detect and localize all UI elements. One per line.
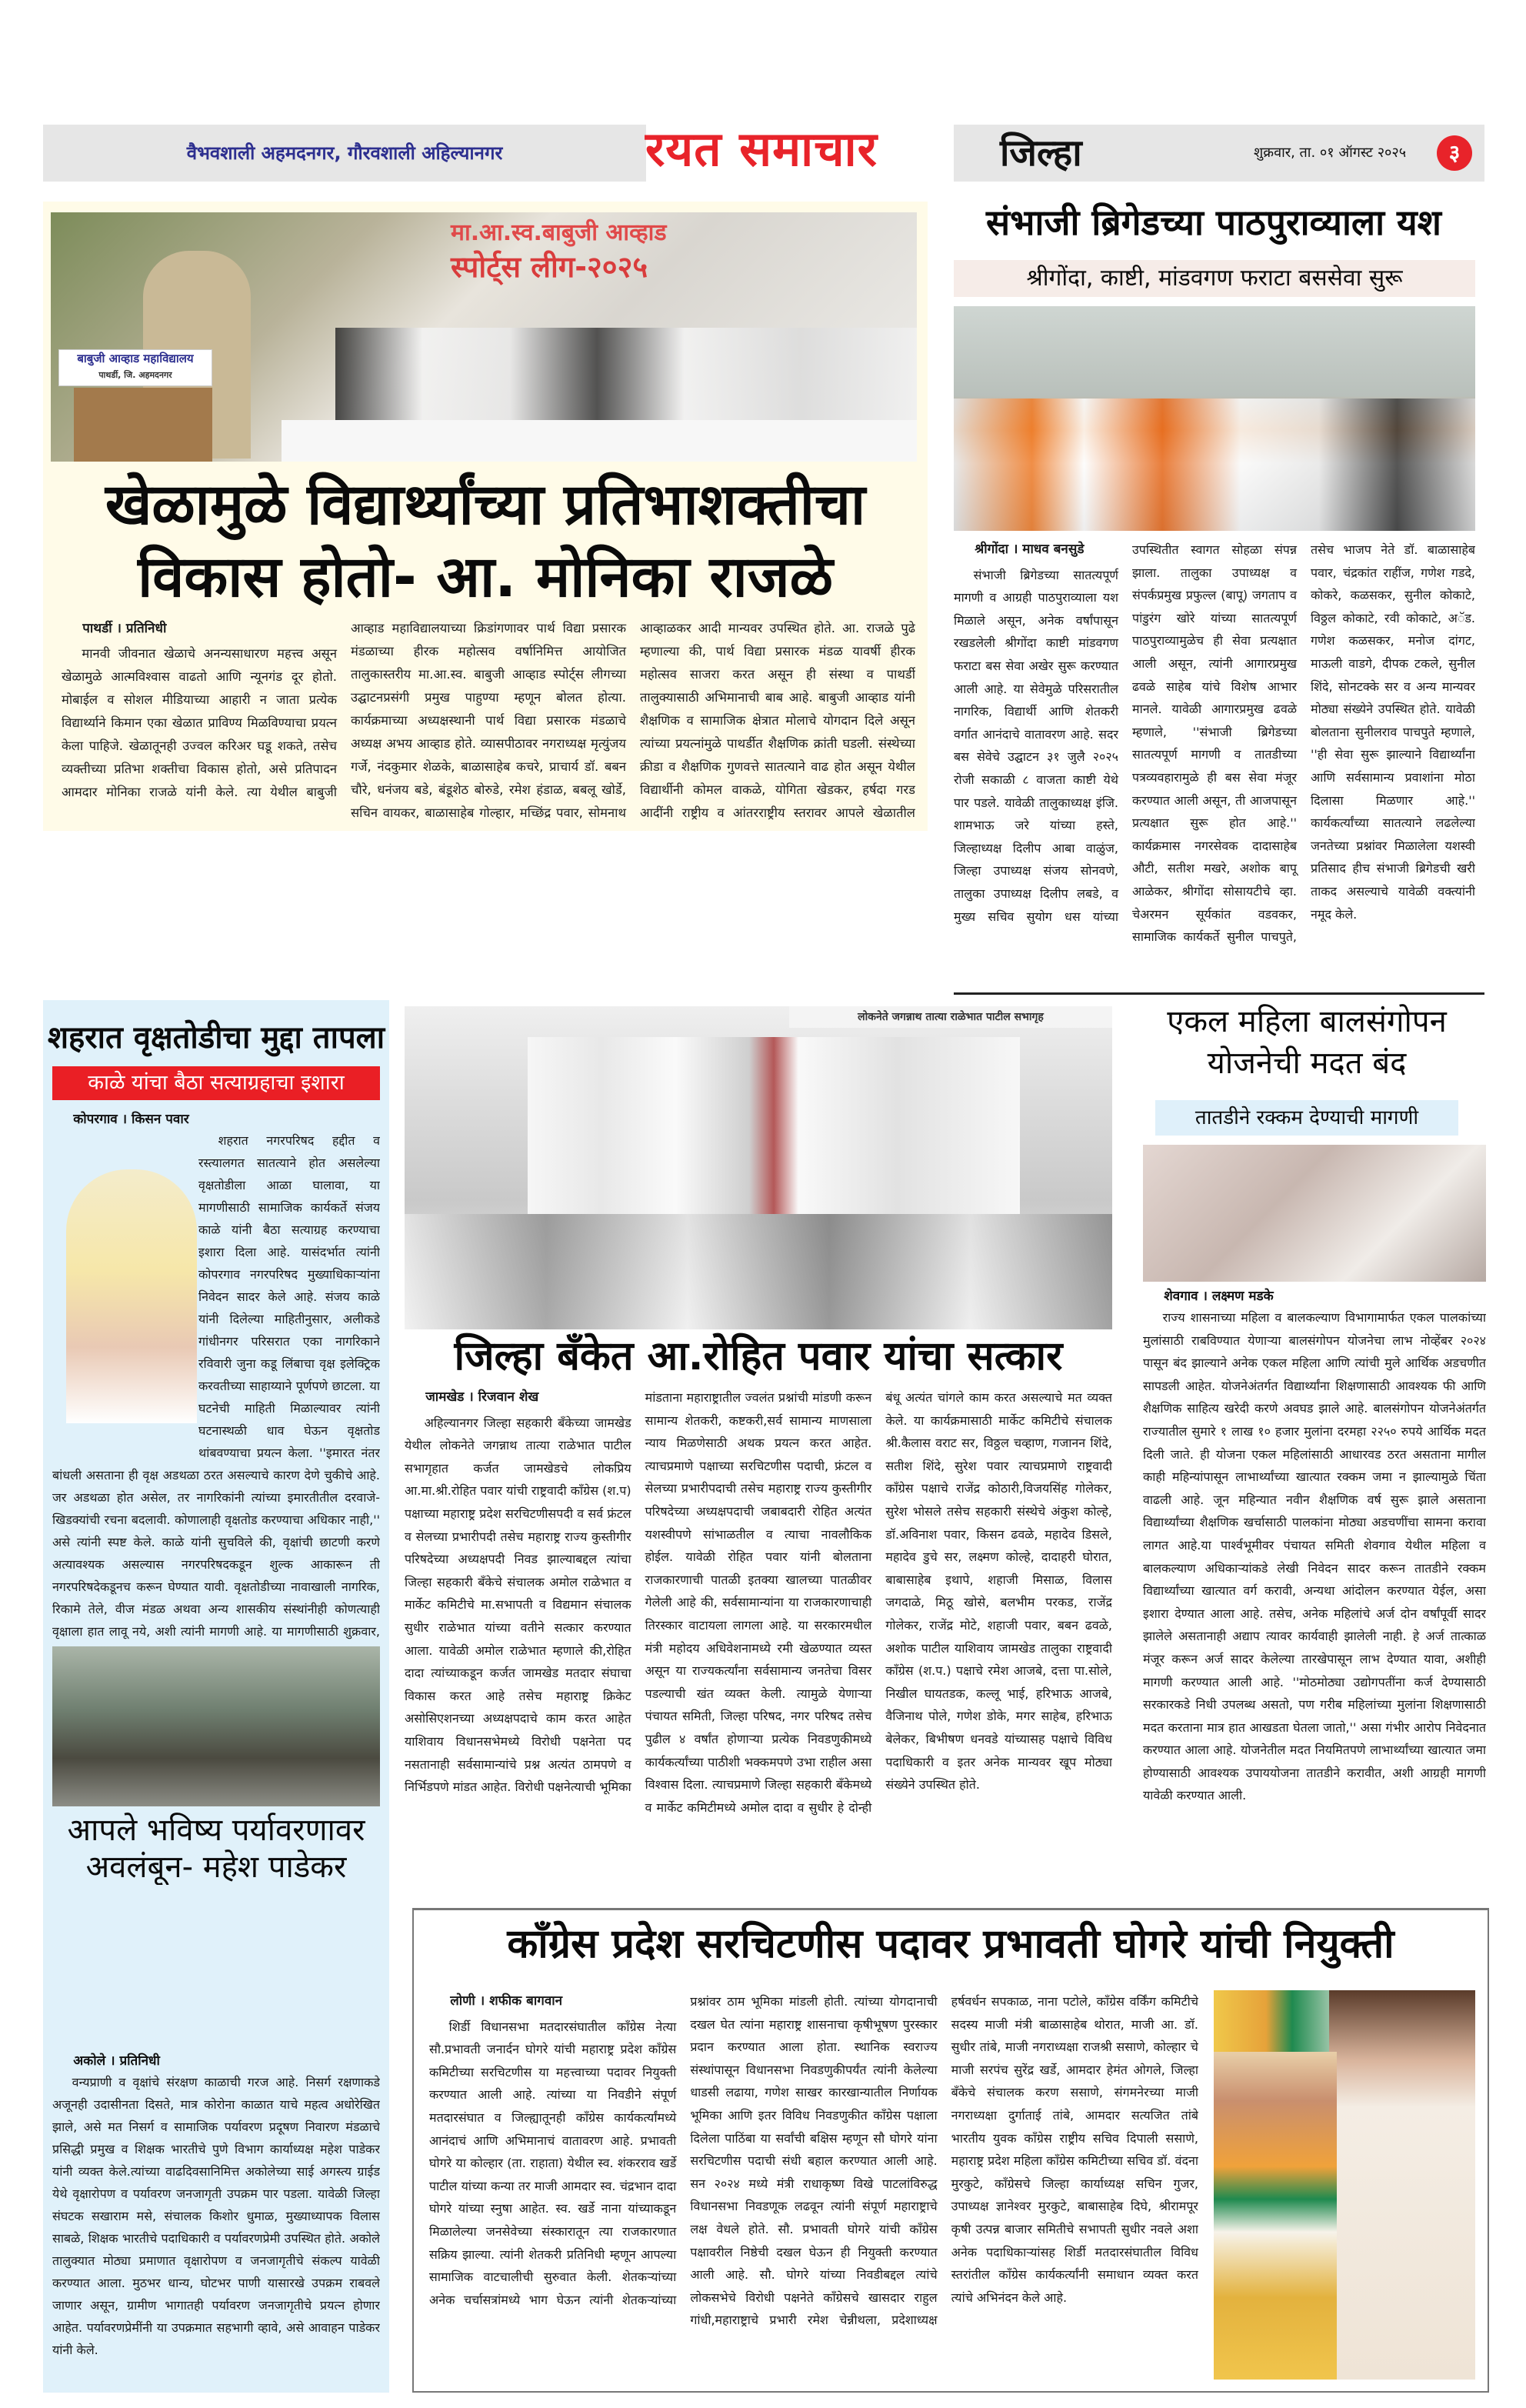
photo-person-left bbox=[1214, 2052, 1337, 2380]
section-name: जिल्हा bbox=[1000, 132, 1082, 175]
felicitation-photo bbox=[405, 1006, 1112, 1329]
sports-event-photo bbox=[51, 212, 917, 462]
tree-body bbox=[52, 1109, 380, 1640]
bus-subheadline: श्रीगोंदा, काष्टी, मांडवगण फराटा बससेवा सुरू bbox=[1026, 265, 1403, 292]
sports-headline-line1: खेळामुळे विद्यार्थ्यांच्या प्रतिभाशक्तीचा bbox=[105, 472, 866, 538]
sports-league-banner-line1: मा.आ.स्व.बाबुजी आव्हाड bbox=[451, 219, 667, 246]
childcare-subheadline-band bbox=[1155, 1100, 1458, 1136]
podium-label-sub: पाथर्डी, जि. अहमदनगर bbox=[98, 370, 172, 380]
bus-headline: संभाजी ब्रिगेडच्या पाठपुराव्याला यश bbox=[986, 202, 1441, 243]
sports-byline: पाथर्डी । प्रतिनिधी bbox=[82, 621, 167, 636]
sports-league-banner-line2: स्पोर्ट्स लीग-२०२५ bbox=[451, 250, 648, 284]
sports-headline-line2: विकास होतो- आ. मोनिका राजळे bbox=[138, 544, 833, 610]
table-cloth bbox=[282, 420, 917, 462]
bus-inauguration-photo bbox=[954, 306, 1475, 531]
environment-byline: अकोले । प्रतिनिधी bbox=[73, 2053, 160, 2069]
congress-headline: काँग्रेस प्रदेश सरचिटणीस पदावर प्रभावती घोगरे यांची नियुक्ती bbox=[507, 1921, 1394, 1967]
environment-body bbox=[52, 2051, 380, 2390]
article-congress-appointment bbox=[412, 1908, 1489, 2393]
hall-name-board: लोकनेते जगन्नाथ तात्या राळेभात पाटील सभागृह bbox=[789, 1006, 1112, 1028]
tree-subheadline: काळे यांचा बैठा सत्याग्रहाचा इशारा bbox=[88, 1071, 345, 1095]
childcare-headline-line2: योजनेची मदत बंद bbox=[1207, 1046, 1407, 1081]
childcare-body-text: राज्य शासनाच्या महिला व बालकल्याण विभागामार्फत एकल पालकांच्या मुलांसाठी राबविण्यात येणाऱ्या बालसंगोपन योजनेचा लाभ नोव्हेंबर २०२४ पासून बंद झाल्याने अनेक एकल महिला आणि त्यांची मुले आर्थिक अडचणीत सापडली आहेत. योजनेअंतर्गत विद्यार्थ्यांना शिक्षणासाठी आवश्यक फी आणि शैक्षणिक साहित्य खरेदी करणे अवघड झाले आहे. बालसंगोपन योजनेअंतर्गत राज्यातील सुमारे १ लाख १० हजार मुलांना दरमहा २२५० रुपये आर्थिक मदत दिली जाते. ही योजना एकल महिलांसाठी आधारवड ठरत असताना मागील काही महिन्यांपासून लाभार्थ्यांच्या खात्यात रक्कम जमा न झाल्यामुळे चिंता वाढली आहे. जून महिन्यात नवीन शैक्षणिक वर्ष सुरू झाले असताना विद्यार्थ्यांच्या शैक्षणिक खर्चासाठी पालकांना मोठ्या अडचणींचा सामना करावा लागत आहे.या पार्श्वभूमीवर पंचायत समिती शेवगाव येथील महिला व बालकल्याण अधिकाऱ्यांकडे लेखी निवेदन सादर करून तातडीने रक्कम विद्यार्थ्यांच्या खात्यात वर्ग करावी, अन्यथा आंदोलन करण्यात येईल, असा इशारा देण्यात आला आहे. तसेच, अनेक महिलांचे अर्ज दोन वर्षांपूर्वी सादर झालेले असतानाही अद्याप त्यावर कार्यवाही झालेली नाही. हे अर्ज तात्काळ मंजूर करून अर्ज सादर केलेल्या तारखेपासून लाभ देण्यात यावा, अशीही मागणी करण्यात आली आहे. ''मोठमोठ्या उद्योगपतींना कर्ज देण्यासाठी सरकारकडे निधी उपलब्ध असतो, पण गरीब महिलांच्या मुलांना शिक्षणासाठी मदत करताना मात्र हात आखडता घेतला जातो,'' असा गंभीर आरोप निवेदनात करण्यात आला आहे. योजनेतील मदत नियमितपणे लाभार्थ्यांच्या खात्यात जमा होण्यासाठी आवश्यक उपाययोजना तातडीने करावीत, अशी आग्रही मागणी यावेळी करण्यात आली. bbox=[1143, 1310, 1486, 1803]
article-childcare-scheme bbox=[1128, 1000, 1486, 1885]
childcare-headline-line1: एकल महिला बालसंगोपन bbox=[1167, 1004, 1447, 1039]
masthead-title: रयत समाचार bbox=[645, 121, 878, 177]
photo-person-right bbox=[1329, 1990, 1475, 2380]
tree-subheadline-band bbox=[52, 1066, 380, 1100]
podium-label-title: बाबुजी आव्हाड महाविद्यालय bbox=[77, 352, 194, 365]
article-sports bbox=[43, 202, 928, 831]
tree-headline: शहरात वृक्षतोडीचा मुद्दा तापला bbox=[47, 1020, 385, 1056]
bus-body-text: संभाजी ब्रिगेडच्या सातत्यपूर्ण मागणी व आग्रही पाठपुराव्याला यश मिळाले असून, अनेक वर्षांपासून रखडलेली श्रीगोंदा काष्टी मांडवगण फराटा बस सेवा अखेर सुरू करण्यात आली आहे. या सेवेमुळे परिसरातील नागरिक, विद्यार्थी आणि शेतकरी वर्गात आनंदाचे वातावरण आहे. सदर बस सेवेचे उद्घाटन ३१ जुलै २०२५ रोजी सकाळी ८ वाजता काष्टी येथे पार पडले. यावेळी तालुकाध्यक्ष इंजि. शामभाऊ जरे यांच्या हस्ते, जिल्हाध्यक्ष दिलीप आबा वाळुंज, जिल्हा उपाध्यक्ष संजय सोनवणे, तालुका उपाध्यक्ष दिलीप लबडे, व मुख्य सचिव सुयोग धस यांच्या उपस्थितीत स्वागत सोहळा संपन्न झाला. तालुका उपाध्यक्ष व संपर्कप्रमुख प्रफुल्ल (बापू) जगताप व पांडुरंग खोरे यांच्या सातत्यपूर्ण पाठपुराव्यामुळेच ही सेवा प्रत्यक्षात आली असून, त्यांनी आगारप्रमुख ढवळे साहेब यांचे विशेष आभार मानले. यावेळी आगारप्रमुख ढवळे म्हणाले, ''संभाजी ब्रिगेडच्या सातत्यपूर्ण मागणी व तातडीच्या पत्रव्यवहारामुळे ही बस सेवा मंजूर करण्यात आली असून, ती आजपासून प्रत्यक्षात सुरू होत आहे.'' कार्यक्रमास नगरसेवक दादासाहेब औटी, सतीश मखरे, अशोक बापू आळेकर, श्रीगोंदा सोसायटीचे व्हा. चेअरमन सूर्यकांत वडवकर, सामाजिक कार्यकर्ते सुनील पाचपुते, तसेच भाजप नेते डॉ. बाळासाहेब पवार, चंद्रकांत राहींज, गणेश गडदे, कोकरे, कळसकर, सुनील कोकाटे, विठ्ठल कोकाटे, रवी कोकाटे, अॅड. गणेश कळसकर, मनोज दांगट, माऊली वाडगे, दीपक टकले, सुनील शिंदे, सोनटक्के सर व अन्य मान्यवर मोठ्या संख्येने उपस्थित होते. यावेळी बोलताना सुनीलराव पाचपुते म्हणाले, ''ही सेवा सुरू झाल्याने विद्यार्थ्यांना आणि सर्वसामान्य प्रवाशांना मोठा दिलासा मिळणार आहे.'' कार्यकर्त्यांच्या सातत्याने लढलेल्या जनतेच्या प्रश्नांवर मिळालेला यशस्वी प्रतिसाद हीच संभाजी ब्रिगेडची खरी ताकद असल्याचे यावेळी वक्त्यांनी नमूद केले. bbox=[954, 542, 1475, 945]
podium bbox=[74, 388, 212, 462]
childcare-body bbox=[1143, 1286, 1486, 1879]
bank-body-text: अहिल्यानगर जिल्हा सहकारी बँकेच्या जामखेड येथील लोकनेते जगन्नाथ तात्या राळेभात पाटील सभागृहात कर्जत जामखेडचे लोकप्रिय आ.मा.श्री.रोहित पवार यांची राष्ट्रवादी काँग्रेस (श.प) पक्षाच्या महाराष्ट्र प्रदेश सरचिटणीसपदी व सर्व फ्रंटल व सेलच्या प्रभारीपदी तसेच महाराष्ट्र राज्य कुस्तीगीर परिषदेच्या अध्यक्षपदी निवड झाल्याबद्दल त्यांचा जिल्हा सहकारी बँकेचे संचालक अमोल राळेभात व मार्केट कमिटीचे मा.सभापती व विद्यमान संचालक सुधीर राळेभात यांच्या वतीने सत्कार करण्यात आला. यावेळी अमोल राळेभात म्हणाले की,रोहित दादा त्यांच्याकडून कर्जत जामखेड मतदार संघाचा विकास करत आहे तसेच महाराष्ट्र क्रिकेट असोसिएशनच्या अध्यक्षपदाचे काम करत आहेत याशिवाय विधानसभेमध्ये विरोधी पक्षनेता पद नसतानाही सर्वसामान्यांचे प्रश्न अत्यंत ठामपणे व निर्भिडपणे मांडत आहेत. विरोधी पक्षनेत्याची भूमिका मांडताना महाराष्ट्रातील ज्वलंत प्रश्नांची मांडणी करून सामान्य शेतकरी, कष्टकरी,सर्व सामान्य माणसाला न्याय मिळणेसाठी अथक प्रयत्न करत आहेत. त्याचप्रमाणे पक्षाच्या सरचिटणीस पदाची, फ्रंटल व सेलच्या प्रभारीपदाची तसेच महाराष्ट्र राज्य कुस्तीगीर परिषदेच्या अध्यक्षपदाची जबाबदारी रोहित अत्यंत यशस्वीपणे सांभाळतील व त्याचा नावलौकिक होईल. यावेळी रोहित पवार यांनी बोलताना राजकारणाची पातळी इतक्या खालच्या पातळीवर गेलेली आहे की, सर्वसामान्यांना या राजकारणाचाही तिरस्कार वाटायला लागला आहे. या सरकारमधील मंत्री महोदय अधिवेशनामध्ये रमी खेळण्यात व्यस्त असून या राज्यकर्त्यांना सर्वसामान्य जनतेचा विसर पडल्याची खंत व्यक्त केली. त्यामुळे येणाऱ्या पंचायत समिती, जिल्हा परिषद, नगर परिषद तसेच पुढील ४ वर्षांत होणाऱ्या प्रत्येक निवडणुकीमध्ये कार्यकर्त्यांच्या पाठीशी भक्कमपणे उभा राहील असा विश्वास दिला. त्याचप्रमाणे जिल्हा सहकारी बँकेमध्ये व मार्केट कमिटीमध्ये अमोल दादा व सुधीर हे दोन्ही बंधू अत्यंत चांगले काम करत असल्याचे मत व्यक्त केले. या कार्यक्रमासाठी मार्केट कमिटीचे संचालक श्री.कैलास वराट सर, विठ्ठल चव्हाण, गजानन शिंदे, सतीश शिंदे, सुरेश पवार त्याचप्रमाणे राष्ट्रवादी काँग्रेस पक्षाचे राजेंद्र कोठारी,विजयसिंह गोलेकर, सुरेश भोसले तसेच सहकारी संस्थेचे अंकुश कोल्हे, डॉ.अविनाश पवार, किसन ढवळे, महादेव डिसले, महादेव डुचे सर, लक्ष्मण कोल्हे, दादाहरी घोरात, बाबासाहेब इथापे, शहाजी मिसाळ, विलास जगदाळे, मिठू खोसे, बलभीम परकड, राजेंद्र गोलेकर, राजेंद्र मोटे, शहाजी पवार, बबन ढवळे, अशोक पाटील याशिवाय जामखेड तालुका राष्ट्रवादी काँग्रेस (श.प.) पक्षाचे रमेश आजबे, दत्ता पा.सोले, निखील घायतडक, कल्लू भाई, हरिभाऊ आजबे, वैजिनाथ पोले, गणेश डोके, मगर साहेब, हरिभाऊ बेलेकर, बिभीषण धनवडे यांच्यासह पक्षाचे विविध पदाधिकारी व इतर अनेक मान्यवर खूप मोठ्या संख्येने उपस्थित होते. bbox=[405, 1390, 1112, 1815]
tree-body-text: शहरात नगरपरिषद हद्दीत व रस्त्यालगत सातत्याने होत असलेल्या वृक्षतोडीला आळा घालावा, या मागणीसाठी सामाजिक कार्यकर्ते संजय काळे यांनी बैठा सत्याग्रह करण्याचा इशारा दिला आहे. यासंदर्भात त्यांनी कोपरगाव नगरपरिषद मुख्याधिकाऱ्यांना निवेदन सादर केले आहे. संजय काळे यांनी दिलेल्या माहितीनुसार, अलीकडे गांधीनगर परिसरात एका नागरिकाने रविवारी जुना कडू लिंबाचा वृक्ष इलेक्ट्रिक करवतीच्या साहाय्याने पूर्णपणे छाटला. या घटनेची माहिती मिळाल्यावर त्यांनी घटनास्थळी धाव घेऊन वृक्षतोड थांबवण्याचा प्रयत्न केला. ''इमारत नंतर बांधली असताना ही वृक्ष अडथळा ठरत असल्याचे कारण देणे चुकीचे आहे. जर अडथळा होत असेल, तर नागरिकांनी त्यांच्या इमारतीतील दरवाजे-खिडक्यांची रचना बदलावी. कोणालाही वृक्षतोड करण्याचा अधिकार नाही,'' असे त्यांनी स्पष्ट केले. काळे यांनी सुचविले की, वृक्षांची छाटणी करणे अत्यावश्यक असल्यास नगरपरिषदकडून शुल्क आकारून ती नगरपरिषदेकडूनच करून घेण्यात यावी. वृक्षतोडीच्या नावाखाली नागरिक, रिकामे तेले, वीज मंडळ अथवा अन्य शासकीय संस्थांनीही कोणत्याही वृक्षाला हात लावू नये, अशी त्यांनी मागणी आहे. या मागणीसाठी शुक्रवार, bbox=[52, 1133, 380, 1639]
article-bank-felicitation bbox=[405, 1000, 1112, 1885]
childcare-subheadline: तातडीने रक्कम देण्याची मागणी bbox=[1194, 1106, 1419, 1129]
congress-body bbox=[429, 1990, 1198, 2387]
podium-label bbox=[58, 349, 212, 386]
congress-byline: लोणी । शफीक बागवान bbox=[450, 1993, 563, 2009]
environment-headline-line1: आपले भविष्य पर्यावरणावर bbox=[67, 1813, 365, 1848]
masthead-left bbox=[43, 125, 646, 182]
portrait-float bbox=[52, 1183, 198, 1460]
bank-body bbox=[405, 1386, 1112, 1879]
dignitaries-row bbox=[335, 328, 917, 420]
article-tree-cutting bbox=[43, 1000, 389, 1885]
sports-body-text: मानवी जीवनात खेळाचे अनन्यसाधारण महत्त्व असून खेळामुळे आत्मविश्वास वाढतो आणि न्यूनगंड दूर होतो. मोबाईल व सोशल मीडियाच्या आहारी न जाता प्रत्येक विद्यार्थ्याने किमान एका खेळात प्राविण्य मिळविण्याचा प्रयत्न केला पाहिजे. खेळातूनही उज्वल करिअर घडू शकते, तसेच व्यक्तीच्या प्रतिभा शक्तीचा विकास होतो, असे प्रतिपादन आमदार मोनिका राजळे यांनी केले. त्या येथील बाबुजी आव्हाड महाविद्यालयाच्या क्रिडांगणावर पार्थ विद्या प्रसारक मंडळाच्या हीरक महोत्सव वर्षानिमित्त आयोजित तालुकास्तरीय मा.आ.स्व. बाबुजी आव्हाड स्पोर्ट्स लीगच्या उद्घाटनप्रसंगी प्रमुख पाहुण्या म्हणून बोलत होत्या. कार्यक्रमाच्या अध्यक्षस्थानी पार्थ विद्या प्रसारक मंडळाचे अध्यक्ष अभय आव्हाड होते. व्यासपीठावर नगराध्यक्ष मृत्युंजय गर्जे, नंदकुमार शेळके, बाळासाहेब कचरे, प्राचार्य डॉ. बबन चौरे, धनंजय बडे, बंडूशेठ बोरुडे, रमेश हंडाळ, बबलू खोर्डे, सचिन वायकर, बाळासाहेब गोल्हार, मच्छिंद्र पवार, सोमनाथ आव्हाळकर आदी मान्यवर उपस्थित होते. आ. राजळे पुढे म्हणाल्या की, पार्थ विद्या प्रसारक मंडळ यावर्षी हीरक महोत्सव साजरा करत असून ही संस्था व पाथर्डी तालुक्यासाठी अभिमानाची बाब आहे. बाबुजी आव्हाड यांनी शैक्षणिक व सामाजिक क्षेत्रात मोलाचे योगदान दिले असून त्यांच्या प्रयत्नांमुळे पाथर्डीत शैक्षणिक क्रांती घडली. संस्थेच्या क्रीडा व शैक्षणिक गुणवत्ते सातत्याने वाढ होत असून येथील विद्यार्थीनी कोमल वाकळे, योगिता खेडकर, हर्षदा गरड आदींनी राष्ट्रीय व आंतरराष्ट्रीय स्तरावर आपले खेळातील bbox=[62, 621, 915, 820]
childcare-memorandum-photo bbox=[1143, 1145, 1486, 1282]
environment-headline-line2: अवलंबून- महेश पाडेकर bbox=[85, 1849, 347, 1885]
tree-byline: कोपरगाव । किसन पवार bbox=[73, 1112, 189, 1127]
bus-crowd bbox=[954, 399, 1475, 531]
prabhavati-ghogre-photo bbox=[1214, 1990, 1475, 2380]
bank-byline: जामखेड । रिजवान शेख bbox=[425, 1389, 539, 1405]
bus-body bbox=[954, 539, 1475, 991]
issue-date: शुक्रवार, ता. ०१ ऑगस्ट २०२५ bbox=[1254, 145, 1407, 161]
divider-right-column bbox=[954, 992, 1484, 995]
bus-byline: श्रीगोंदा । माधव बनसुडे bbox=[975, 542, 1085, 557]
masthead-right bbox=[954, 125, 1484, 182]
sports-body bbox=[62, 617, 915, 825]
childcare-byline: शेवगाव । लक्ष्मण मडके bbox=[1164, 1289, 1274, 1304]
tree-planting-photo bbox=[52, 1646, 380, 1806]
bank-headline: जिल्हा बँकेत आ.रोहित पवार यांचा सत्कार bbox=[454, 1333, 1063, 1379]
environment-body-text: वन्यप्राणी व वृक्षांचे संरक्षण काळाची गरज आहे. निसर्ग रक्षणाकडे अजूनही उदासीनता दिसते, मात्र कोरोना काळात याचे महत्व अधोरेखित झाले, असे मत निसर्ग व सामाजिक पर्यावरण प्रदूषण निवारण मंडळाचे प्रसिद्धी प्रमुख व शिक्षक भारतीचे पुणे विभाग कार्याध्यक्ष महेश पाडेकर यांनी व्यक्त केले.त्यांच्या वाढदिवसानिमित्त अकोलेच्या साई अगस्त्य ग्राईड येथे वृक्षारोपण व पर्यावरण जनजागृती उपक्रम पार पडला. यावेळी जिल्हा संघटक सखाराम मसे, संचालक किशोर धुमाळ, मुख्याध्यापक विलास साबळे, शिक्षक भारतीचे पदाधिकारी व पर्यावरणप्रेमी उपस्थित होते. अकोले तालुक्यात मोठ्या प्रमाणात वृक्षारोपण व जनजागृतीचे संकल्प यावेळी करण्यात आला. मुठभर धान्य, घोटभर पाणी यासारखे उपक्रम राबवले जाणार असून, ग्रामीण भागातही पर्यावरण जनजागृतीचे प्रयत्न होणार आहेत. पर्यावरणप्रेमींनी या उपक्रमात सहभागी व्हावे, असे आवाहन पाडेकर यांनी केले. bbox=[52, 2075, 380, 2357]
article-environment-body bbox=[43, 1885, 389, 2393]
article-bus-service bbox=[943, 197, 1484, 992]
bus-subheadline-band bbox=[954, 260, 1475, 297]
audience bbox=[405, 1214, 1112, 1329]
felicitation-group bbox=[528, 1037, 1020, 1214]
page-number-badge: ३ bbox=[1437, 135, 1472, 171]
masthead-tagline: वैभवशाली अहमदनगर, गौरवशाली अहिल्यानगर bbox=[186, 142, 503, 164]
congress-body-text: शिर्डी विधानसभा मतदारसंघातील काँग्रेस नेत्या सौ.प्रभावती जनार्दन घोगरे यांची महाराष्ट्र प्रदेश काँग्रेस कमिटीच्या सरचिटणीस या महत्त्वाच्या पदावर नियुक्ती करण्यात आली आहे. त्यांच्या या निवडीने संपूर्ण मतदारसंघात व जिल्ह्यातूनही काँग्रेस कार्यकर्त्यांमध्ये आनंदाचं आणि अभिमानाचं वातावरण आहे. प्रभावती घोगरे या कोल्हार (ता. राहाता) येथील स्व. शंकरराव खर्डे पाटील यांच्या कन्या तर माजी आमदार स्व. चंद्रभान दादा घोगरे यांच्या स्नुषा आहेत. स्व. खर्डे नाना यांच्याकडून मिळालेल्या जनसेवेच्या संस्कारातून त्या राजकारणात सक्रिय झाल्या. त्यांनी शेतकरी प्रतिनिधी म्हणून आपल्या सामाजिक वाटचालीची सुरुवात केली. शेतकऱ्यांच्या अनेक चर्चासत्रांमध्ये भाग घेऊन त्यांनी शेतकऱ्यांच्या प्रश्नांवर ठाम भूमिका मांडली होती. त्यांच्या योगदानाची दखल घेत त्यांना महाराष्ट्र शासनाचा कृषीभूषण पुरस्कार प्रदान करण्यात आला होता. स्थानिक स्वराज्य संस्थांपासून विधानसभा निवडणुकीपर्यंत त्यांनी केलेल्या धाडसी लढाया, गणेश साखर कारखान्यातील निर्णायक भूमिका आणि इतर विविध निवडणुकीत काँग्रेस पक्षाला दिलेला पाठिंबा या सर्वांची बक्षिस म्हणून सौ घोगरे यांना सरचिटणीस पदाची संधी बहाल करण्यात आली आहे. सन २०२४ मध्ये मंत्री राधाकृष्ण विखे पाटलांविरुद्ध विधानसभा निवडणूक लढवून त्यांनी संपूर्ण महाराष्ट्राचे लक्ष वेधले होते. सौ. प्रभावती घोगरे यांची काँग्रेस पक्षावरील निष्ठेची दखल घेऊन ही नियुक्ती करण्यात आली आहे. सौ. घोगरे यांच्या निवडीबद्दल त्यांचे लोकसभेचे विरोधी पक्षनेते काँग्रेसचे खासदार राहुल गांधी,महाराष्ट्राचे प्रभारी रमेश चेन्नीथला, प्रदेशाध्यक्ष हर्षवर्धन सपकाळ, नाना पटोले, काँग्रेस वर्किंग कमिटीचे सदस्य माजी मंत्री बाळासाहेब थोरात, माजी आ. डॉ. सुधीर तांबे, माजी नगराध्यक्षा राजश्री ससाणे, कोल्हार चे माजी सरपंच सुरेंद्र खर्डे, आमदार हेमंत ओगले, जिल्हा बँकेचे संचालक करण ससाणे, संगमनेरच्या माजी नगराध्यक्षा दुर्गाताई तांबे, आमदार सत्यजित तांबे भारतीय युवक काँग्रेस राष्ट्रीय सचिव दिपाली ससाणे, महाराष्ट्र प्रदेश महिला काँग्रेस कमिटीच्या सचिव डॉ. वंदना मुरकुटे, काँग्रेसचे जिल्हा कार्याध्यक्ष सचिन गुजर, उपाध्यक्ष ज्ञानेश्वर मुरकुटे, बाबासाहेब दिघे, श्रीरामपूर कृषी उत्पन्न बाजार समितीचे सभापती सुधीर नवले अशा अनेक पदाधिकाऱ्यांसह शिर्डी मतदारसंघातील विविध स्तरांतील काँग्रेस कार्यकर्त्यांनी समाधान व्यक्त करत त्यांचे अभिनंदन केले आहे. bbox=[429, 1994, 1198, 2328]
